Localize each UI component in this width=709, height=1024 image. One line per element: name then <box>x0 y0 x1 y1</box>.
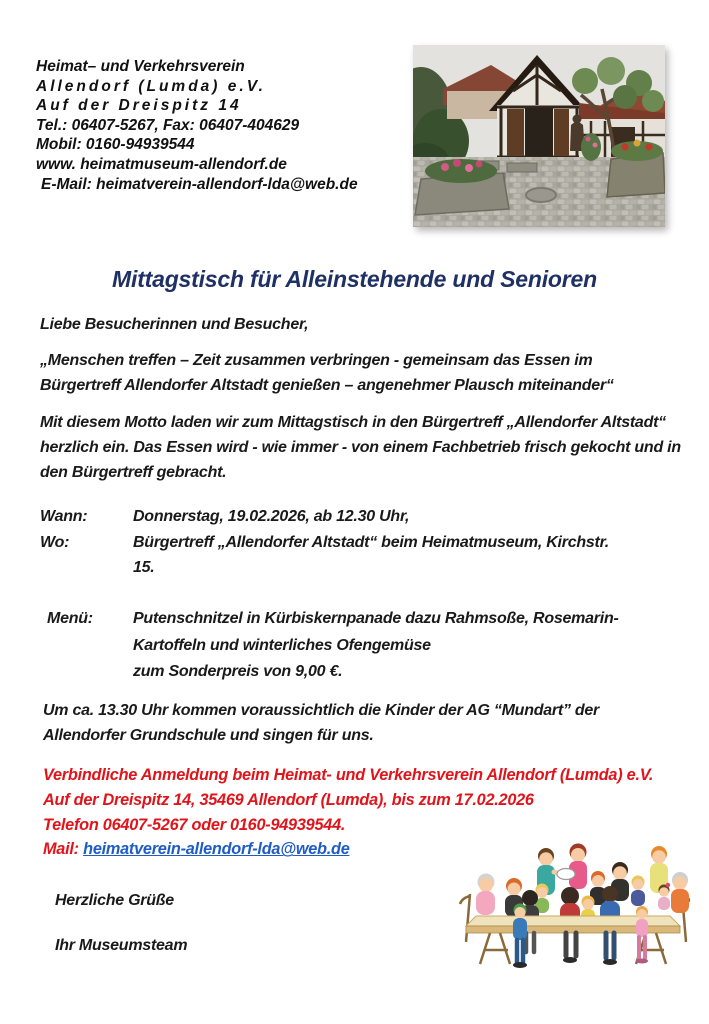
where-value-cont: 15. <box>133 559 155 576</box>
when-label: Wann: <box>40 508 88 525</box>
menu-label: Menü: <box>47 610 93 627</box>
heimatmuseum-courtyard-photo <box>413 45 665 227</box>
salutation: Liebe Besucherinnen und Besucher, <box>40 316 309 333</box>
invite-line-1: Mit diesem Motto laden wir zum Mittagstisch in den Bürgertreff „Allendorfer Altstadt“ <box>40 414 666 431</box>
legs-under-table <box>526 933 617 965</box>
letterhead-website: www. heimatmuseum-allendorf.de <box>36 155 287 173</box>
registration-line-2: Auf der Dreispitz 14, 35469 Allendorf (Lumda), bis zum 17.02.2026 <box>43 790 534 809</box>
mail-link[interactable]: heimatverein-allendorf-lda@web.de <box>83 840 350 859</box>
children-singing-paragraph <box>43 698 599 748</box>
menu-line-3: zum Sonderpreis von 9,00 €. <box>133 663 343 680</box>
motto-line-1: „Menschen treffen – Zeit zusammen verbringen - gemeinsam das Essen im <box>40 352 593 369</box>
standing-kid-front <box>513 904 527 969</box>
menu-block <box>47 606 619 686</box>
page-title: Mittagstisch für Alleinstehende und Senioren <box>112 266 597 292</box>
letterhead-email: E-Mail: heimatverein-allendorf-lda@web.de <box>41 175 358 193</box>
letterhead <box>36 57 358 194</box>
courtyard-photo-illustration <box>413 45 665 227</box>
invite-line-2: herzlich ein. Das Essen wird - wie immer - von einem Fachbetrieb frisch gekocht und in <box>40 439 681 456</box>
mail-label: Mail: <box>43 840 84 859</box>
standing-girl-front <box>636 906 648 964</box>
motto-line-2: Bürgertreff Allendorfer Altstadt genießen – angenehmer Plausch miteinander“ <box>40 377 614 394</box>
when-row <box>40 504 609 530</box>
letterhead-mobile: Mobil: 0160-94939544 <box>36 136 195 154</box>
extra-line-2: Allendorfer Grundschule und singen für uns. <box>43 727 374 744</box>
menu-text <box>133 606 619 686</box>
where-label: Wo: <box>40 533 70 551</box>
invite-line-3: den Bürgertreff gebracht. <box>40 464 227 481</box>
when-where-block <box>40 504 609 581</box>
registration-line-1: Verbindliche Anmeldung beim Heimat- und Verkehrsverein Allendorf (Lumda) e.V. <box>43 766 654 784</box>
manhole <box>526 188 556 202</box>
where-value: Bürgertreff „Allendorfer Altstadt“ beim Heimatmuseum, Kirchstr. <box>133 533 609 551</box>
menu-line-2: Kartoffeln und winterliches Ofengemüse <box>133 636 431 654</box>
letterhead-org-name: Heimat– und Verkehrsverein <box>36 58 245 75</box>
letterhead-phone-fax: Tel.: 06407-5267, Fax: 06407-404629 <box>36 116 300 134</box>
registration-line-3: Telefon 06407-5267 oder 0160-94939544. <box>43 815 346 834</box>
people-back-row <box>476 844 689 918</box>
menu-line-1: Putenschnitzel in Kürbiskernpanade dazu Rahmsoße, Rosemarin- <box>133 610 619 627</box>
motto-quote <box>40 348 614 398</box>
right-planter <box>607 140 665 198</box>
invitation-paragraph <box>40 410 681 485</box>
centre-shrub <box>581 133 601 161</box>
extra-line-1: Um ca. 13.30 Uhr kommen voraussichtlich die Kinder der AG “Mundart” der <box>43 702 600 719</box>
where-row-cont <box>40 555 609 581</box>
closing-greeting: Herzliche Grüße <box>55 892 174 909</box>
closing-signature: Ihr Museumsteam <box>55 937 188 954</box>
letterhead-org-place: Allendorf (Lumda) e.V. <box>36 77 266 95</box>
where-row <box>40 530 609 556</box>
letterhead-street: Auf der Dreispitz 14 <box>36 97 242 115</box>
family-lunch-table-clipart <box>456 824 690 974</box>
when-value: Donnerstag, 19.02.2026, ab 12.30 Uhr, <box>133 508 410 525</box>
left-planter <box>415 159 509 215</box>
family-table-illustration <box>456 824 690 974</box>
